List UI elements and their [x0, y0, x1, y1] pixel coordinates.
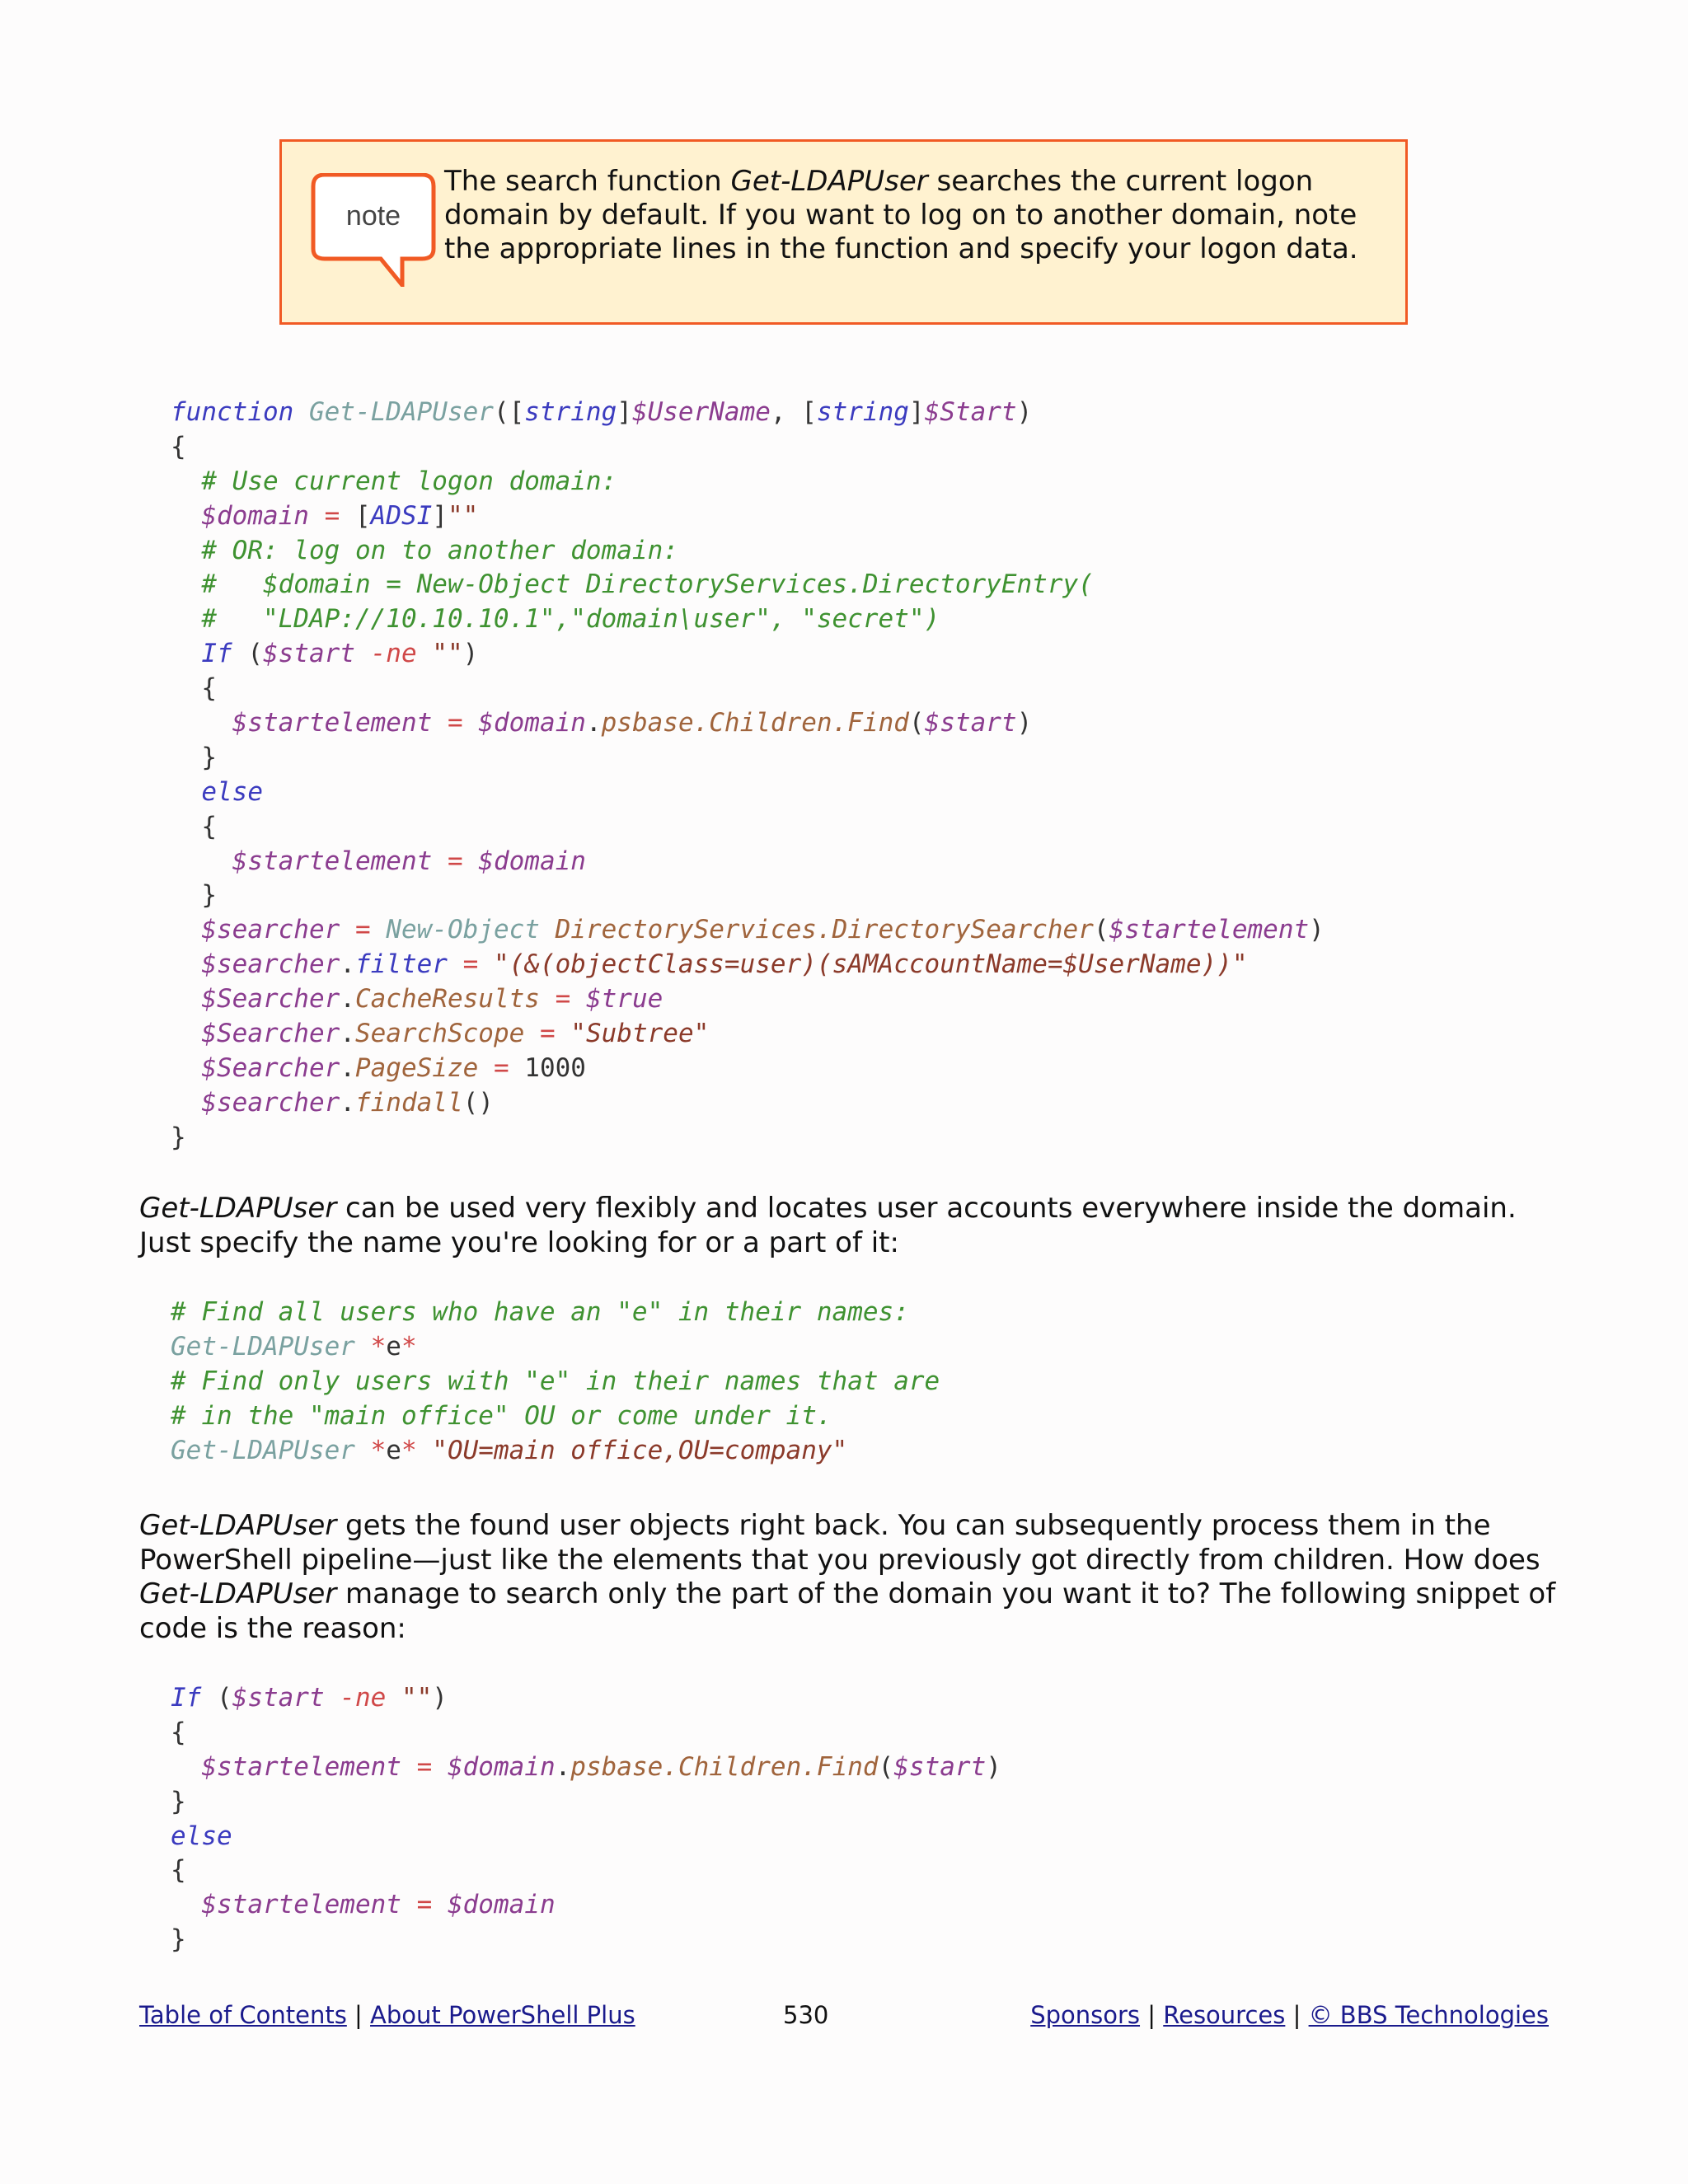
code-block-snippet: If ($start -ne "") { $startelement = $domain.psbase.Children.Find($start) } else { $startelement = $domain } [171, 1683, 1001, 1955]
paragraph-pipeline: Get-LDAPUser gets the found user objects right back. You can subsequently process them in the PowerShell pipeline—just like the elements that you previously got directly from children. How does Get-LDAPUser manage to search only the part of the domain you want it to? The following snippet of code is the reason: [139, 1509, 1556, 1645]
note-text: The search function Get-LDAPUser searches the current logon domain by default. If you want to log on to another domain, note the appropriate lines in the function and specify your logon data. [444, 165, 1358, 265]
note-speech-bubble-icon [310, 173, 438, 287]
paragraph-flexible-usage: Get-LDAPUser can be used very flexibly and locates user accounts everywhere inside the domain. Just specify the name you're looking for or a part of it: [139, 1192, 1517, 1259]
page-number: 530 [783, 2001, 829, 2029]
code-block-function: function Get-LDAPUser([string]$UserName, [string]$Start) { # Use current logon domain: $domain = [ADSI]"" # OR: log on to another domain: # $domain = New-Object DirectoryServices.DirectoryEntry( # "LDAP://10.10.10.1","domain\user", "secret") If ($start -ne "") { $startelement = $domain.psbase.Children.Find($start) } else { $startelement = $domain } $searcher = New-Object DirectoryServices.DirectorySearcher($startelement) $searcher.filter = "(&(objectClass=user)(sAMAccountName=$UserName))" $Searcher.CacheResults = $true $Searcher.SearchScope = "Subtree" $Searcher.PageSize = 1000 $searcher.findall() } [171, 397, 1325, 1152]
resources-link[interactable]: Resources [1163, 2001, 1286, 2029]
note-box [279, 139, 1408, 325]
table-of-contents-link[interactable]: Table of Contents [139, 2001, 347, 2029]
bbs-technologies-link[interactable]: © BBS Technologies [1308, 2001, 1549, 2029]
page-footer: Table of Contents | About PowerShell Plus 530 Sponsors | Resources | © BBS Technologies [139, 2001, 1549, 2029]
about-powershell-plus-link[interactable]: About PowerShell Plus [370, 2001, 635, 2029]
sponsors-link[interactable]: Sponsors [1030, 2001, 1141, 2029]
note-icon-label: note [345, 200, 401, 232]
code-block-examples: # Find all users who have an "e" in their names: Get-LDAPUser *e* # Find only users with "e" in their names that are # in the "main office" OU or come under it. Get-LDAPUser *e* "OU=main office,OU=company" [171, 1297, 940, 1465]
